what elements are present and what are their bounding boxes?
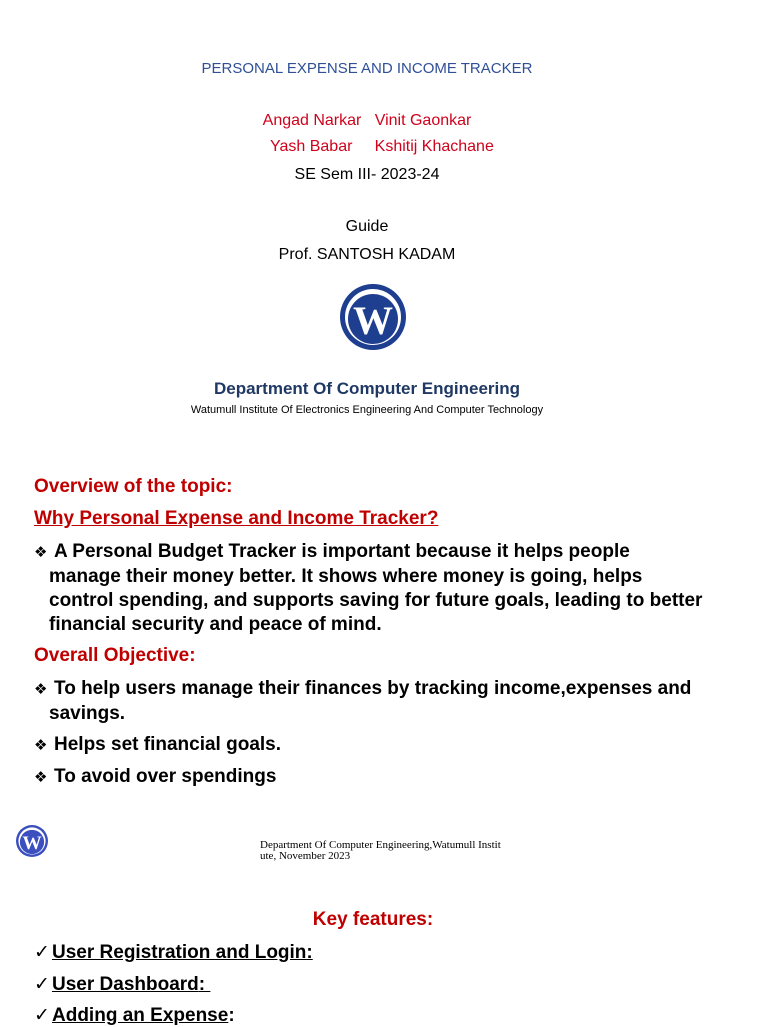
diamond-bullet-icon: ❖ xyxy=(34,737,48,754)
overview-paragraph xyxy=(34,540,734,637)
objective-bullet-2: ❖ Helps set financial goals. xyxy=(34,733,734,758)
feature-item: ✓ User Dashboard: xyxy=(34,974,211,995)
footer-logo xyxy=(16,825,48,862)
overview-subheading: Why Personal Expense and Income Tracker? xyxy=(34,508,439,529)
document-title: PERSONAL EXPENSE AND INCOME TRACKER xyxy=(201,60,533,77)
guide-label: Guide xyxy=(345,218,389,235)
check-icon: ✓ xyxy=(34,1005,50,1026)
paragraph-line: manage their money better. It shows where money is going, helps xyxy=(49,566,643,587)
institute-logo xyxy=(340,284,406,355)
diamond-bullet-icon: ❖ xyxy=(34,769,48,786)
objective-heading: Overall Objective: xyxy=(34,645,196,666)
diamond-bullet-icon: ❖ xyxy=(34,544,48,561)
check-icon: ✓ xyxy=(34,974,50,995)
diamond-bullet-icon: ❖ xyxy=(34,681,48,698)
overview-heading: Overview of the topic: xyxy=(34,476,233,497)
list-item: ❖ A Personal Budget Tracker is important because it helps people xyxy=(34,540,734,565)
check-icon: ✓ xyxy=(34,942,50,963)
semester: SE Sem III- 2023-24 xyxy=(294,166,440,183)
footer-text: Department Of Computer Engineering,Watumull Instit ute, November 2023 xyxy=(260,839,501,862)
objective-bullet-3: ❖ To avoid over spendings xyxy=(34,765,734,790)
guide-name: Prof. SANTOSH KADAM xyxy=(278,246,456,263)
svg-text:W: W xyxy=(353,298,393,343)
features-heading: Key features: xyxy=(312,909,434,930)
paragraph-line: control spending, and supports saving for future goals, leading to better xyxy=(49,590,703,611)
objective-bullet-1: ❖ To help users manage their finances by tracking income,expenses and savings. xyxy=(34,678,692,724)
feature-item: ✓ Adding an Expense: xyxy=(34,1005,235,1026)
paragraph-line: financial security and peace of mind. xyxy=(49,614,382,635)
authors-line-2: Yash Babar Kshitij Khachane xyxy=(270,138,494,155)
department-name: Department Of Computer Engineering xyxy=(213,379,521,398)
feature-item: ✓ User Registration and Login: xyxy=(34,942,313,963)
svg-text:W: W xyxy=(22,833,42,855)
institute-name: Watumull Institute Of Electronics Engineering And Computer Technology xyxy=(190,404,544,416)
authors-line-1: Angad Narkar Vinit Gaonkar xyxy=(262,112,472,129)
